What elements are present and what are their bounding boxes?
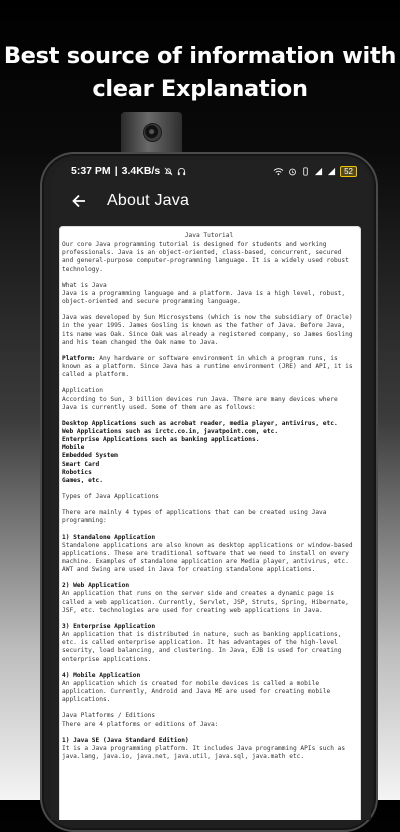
list-item: Embedded System — [62, 452, 118, 460]
list-item: Enterprise Applications such as banking applications. — [62, 436, 260, 444]
web-text: An application that runs on the server side and creates a dynamic page is called a web application. Currently, Servlet, JSP, Struts, Spring, Hibernate, JSF, etc. technologies are used for creating web applications in Java. — [62, 590, 349, 614]
list-item: Robotics — [62, 468, 92, 476]
signal-icon — [314, 167, 323, 176]
application-section — [62, 387, 356, 411]
enterprise-text: An application that is distributed in nature, such as banking applications, etc. is called enterprise application. It has advantages of the high-level security, load balancing, and clustering. In Java, EJB is used for creating enterprise applications. — [62, 631, 342, 663]
application-text: According to Sun, 3 billion devices run Java. There are many devices where Java is currently used. Some of them are as follows: — [62, 395, 338, 411]
intro-paragraph: Our core Java programming tutorial is designed for students and working professionals. Java is an object-oriented, class-based, concurrent, secured and general-purpose computer-programming language. It is a widely used robust technology. — [62, 241, 349, 273]
status-bar — [51, 160, 371, 182]
app-toolbar — [51, 182, 371, 220]
alarm-icon — [288, 167, 297, 176]
what-heading: What is Java — [62, 281, 107, 289]
platforms-text: There are 4 platforms or editions of Java: — [62, 720, 219, 728]
enterprise-heading: 3) Enterprise Application — [62, 622, 156, 630]
app-screen — [51, 160, 371, 820]
list-item: Web Applications such as irctc.co.in, javatpoint.com, etc. — [62, 427, 279, 435]
application-heading: Application — [62, 387, 103, 395]
se-heading: 1) Java SE (Java Standard Edition) — [62, 736, 189, 744]
headset-icon — [177, 167, 186, 176]
what-section — [62, 282, 356, 306]
status-speed: 3.4KB/s — [121, 165, 161, 177]
types-text: There are mainly 4 types of applications that can be created using Java programming: — [62, 509, 327, 525]
battery-indicator: 52 — [340, 166, 357, 177]
history-paragraph: Java was developed by Sun Microsystems (which is now the subsidiary of Oracle) in the year 1995. James Gosling is known as the father of Java. Before Java, its name was Oak. Since Oak was already a registered company, so James Gosling and his team changed the Oak name to Java. — [62, 314, 353, 346]
status-right — [273, 166, 357, 177]
enterprise-section — [62, 623, 356, 664]
web-heading: 2) Web Application — [62, 582, 130, 590]
back-button[interactable] — [51, 182, 107, 220]
web-section — [62, 582, 356, 615]
what-text: Java is a programming language and a platform. Java is a high level, robust, object-oriented and secure programming language. — [62, 289, 346, 306]
promo-line-2: clear Explanation — [92, 76, 308, 102]
signal-4g-icon — [327, 167, 336, 176]
standalone-section — [62, 534, 356, 575]
mobile-section — [62, 672, 356, 705]
wifi-icon — [273, 167, 284, 176]
list-item: Games, etc. — [62, 476, 103, 484]
types-heading: Types of Java Applications — [62, 493, 159, 501]
list-item: Smart Card — [62, 460, 100, 468]
promo-headline — [0, 40, 400, 106]
se-section — [62, 737, 356, 761]
promo-line-1: Best source of information with — [3, 43, 397, 69]
list-item: Desktop Applications such as acrobat reader, media player, antivirus, etc. — [62, 419, 338, 427]
platform-label: Platform: — [62, 354, 96, 362]
mobile-text: An application which is created for mobile devices is called a mobile application. Currently, Android and Java ME are used for creating mobile applications. — [62, 679, 331, 704]
device-list — [62, 420, 356, 485]
vibrate-icon — [301, 167, 310, 176]
camera-lens-icon — [143, 123, 162, 142]
arrow-left-icon — [72, 194, 86, 208]
se-text: It is a Java programming platform. It includes Java programming APIs such as java.lang, java.io, java.net, java.util, java.sql, java.math etc. — [62, 744, 346, 760]
status-left: 5:37 PM | 3.4KB/s — [71, 165, 186, 177]
standalone-heading: 1) Standalone Application — [62, 533, 156, 541]
platform-paragraph — [62, 355, 356, 379]
mobile-heading: 4) Mobile Application — [62, 671, 141, 679]
list-item: Mobile — [62, 444, 85, 452]
silent-bell-icon — [164, 167, 173, 176]
standalone-text: Standalone applications are also known as desktop applications or window-based applications. These are traditional software that we need to install on every machine. Examples of standalone application are Media player, antivirus, etc. AWT and Swing are used in Java for creating standalone applications. — [62, 541, 353, 574]
status-time: 5:37 PM — [71, 165, 111, 177]
page-title: About Java — [107, 192, 190, 209]
platforms-section — [62, 712, 356, 728]
article-text — [59, 226, 361, 761]
platforms-heading: Java Platforms / Editions — [62, 712, 156, 720]
doc-title: Java Tutorial — [184, 232, 234, 239]
content-card[interactable] — [59, 226, 361, 820]
platform-text: Any hardware or software environment in which a program runs, is known as a platform. Since Java has a runtime environment (JRE) and API, it is called a platform. — [62, 354, 353, 379]
